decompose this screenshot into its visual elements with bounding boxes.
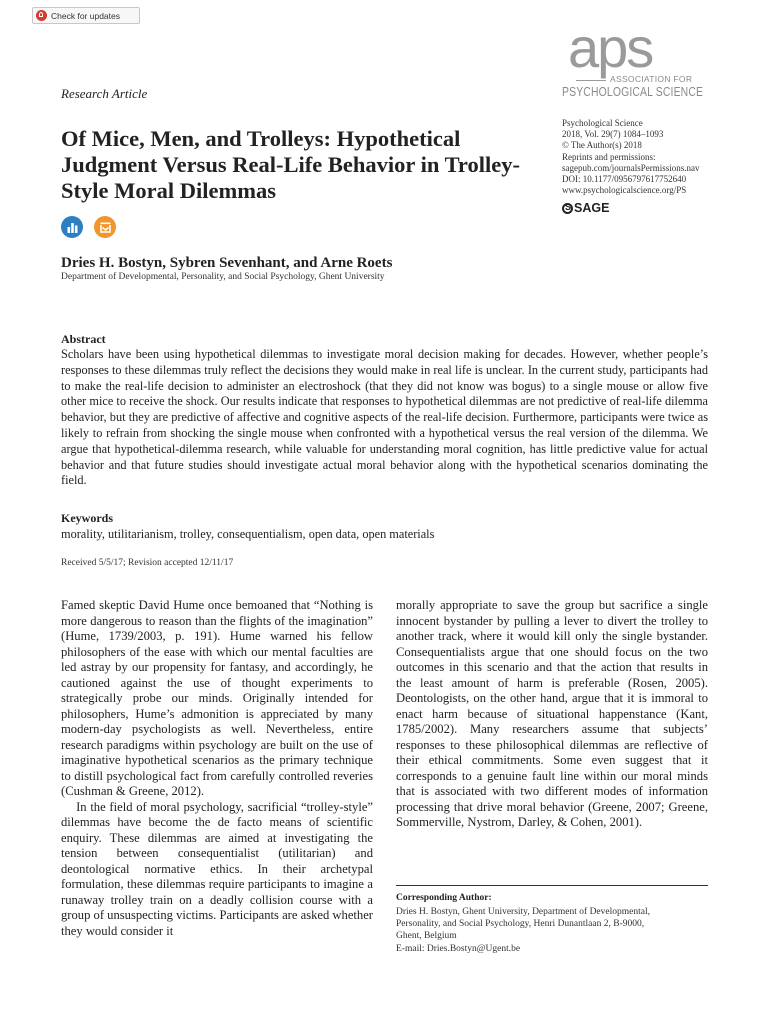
body-paragraph: In the field of moral psychology, sacrificial “trolley-style” dilemmas have become the de facto means of scientific enquiry. These dilemmas are aimed at investigating the tension between consequentialist (utilitarian) and deontological normative ethics. In their archetypal formulation, these dilemmas require participants to imagine a runaway trolley train on a deadly collision course with a group of unsuspecting victims. Participants are asked whether they would consider it — [61, 799, 373, 938]
reprints-label: Reprints and permissions: — [562, 151, 656, 162]
keywords-heading: Keywords — [61, 511, 113, 525]
article-type: Research Article — [61, 86, 148, 101]
permissions-link[interactable]: sagepub.com/journalsPermissions.nav — [562, 162, 700, 173]
journal-website-link[interactable]: www.psychologicalscience.org/PS — [562, 185, 687, 196]
aps-logo: aps — [568, 16, 653, 79]
doi-link[interactable]: DOI: 10.1177/0956797617752640 — [562, 174, 687, 185]
corresponding-email-link[interactable]: E-mail: Dries.Bostyn@Ugent.be — [396, 943, 521, 954]
sage-logo — [562, 201, 609, 215]
corresponding-line: Personality, and Social Psychology, Henri Dunantlaan 2, B-9000, — [396, 919, 645, 930]
corresponding-author-details — [396, 906, 708, 955]
body-column-left — [61, 598, 373, 939]
footnote-divider — [396, 885, 708, 886]
open-materials-icon — [99, 221, 112, 234]
journal-name: Psychological Science — [562, 118, 643, 128]
affiliation: Department of Developmental, Personality, and Social Psychology, Ghent University — [61, 272, 385, 282]
update-icon — [36, 10, 47, 21]
corresponding-line: Dries H. Bostyn, Ghent University, Department of Developmental, — [396, 907, 650, 917]
received-dates: Received 5/5/17; Revision accepted 12/11/17 — [61, 558, 234, 568]
journal-meta — [562, 118, 699, 196]
bar-chart-icon — [66, 221, 79, 234]
open-materials-badge[interactable] — [94, 216, 116, 238]
body-paragraph: morally appropriate to save the group but sacrifice a single innocent bystander by pulling a lever to divert the trolley to another track, where it would kill only the single bystander. Consequentialists argue that one should focus on the two outcomes in this scenario and that the action that results in the least amount of harm is preferable (Rosen, 2005). Deontologists, on the other hand, argue that it is immoral to enact harm because of situational happenstance (Kant, 1785/2002). Many researchers assume that subjects’ responses to these philosophical dilemmas are reflective of their ethical commitments. Some even suggest that it corresponds to a genuine fault line within our moral minds that is associated with two different modes of information processing that drive moral behavior (Greene, 2007; Greene, Sommerville, Nystrom, Darley, & Cohen, 2001). — [396, 598, 708, 829]
abstract-text: Scholars have been using hypothetical dilemmas to investigate moral decision making for decades. However, whether people’s responses to these dilemmas truly reflect the decisions they would make in real life is unclear. In the current study, participants had to make the real-life decision to administer an electroshock (that they did not know was bogus) to a single mouse or allow five other mice to receive the shock. Our results indicate that responses to hypothetical dilemmas are not predictive of real-life dilemma behavior, but they are predictive of affective and cognitive aspects of the real-life decision. Furthermore, participants were twice as likely to refrain from shocking the single mouse when confronted with a hypothetical versus the real version of the dilemma. We argue that hypothetical-dilemma research, while valuable for understanding moral cognition, has little predictive value for actual behavior and that future studies should investigate actual moral behavior along with the hypothetical scenarios dominating the field. — [61, 347, 708, 488]
open-data-badge[interactable] — [61, 216, 83, 238]
logo-divider — [576, 80, 606, 81]
sage-wordmark: SAGE — [574, 201, 610, 215]
journal-volume: 2018, Vol. 29(7) 1084–1093 — [562, 129, 664, 140]
abstract-heading: Abstract — [61, 332, 106, 346]
keywords-text: morality, utilitarianism, trolley, consequentialism, open data, open materials — [61, 527, 435, 541]
logo-line2: PSYCHOLOGICAL SCIENCE — [562, 84, 704, 99]
article-title: Of Mice, Men, and Trolleys: Hypothetical Judgment Versus Real-Life Behavior in Trolley-Style Moral Dilemmas — [61, 126, 520, 203]
logo-line1: ASSOCIATION FOR — [610, 74, 693, 84]
author-list: Dries H. Bostyn, Sybren Sevenhant, and Arne Roets — [61, 255, 393, 271]
check-for-updates-label: Check for updates — [51, 10, 120, 21]
corresponding-line: Ghent, Belgium — [396, 931, 457, 942]
check-for-updates-button[interactable] — [32, 7, 140, 24]
sage-mark-icon — [562, 203, 573, 214]
body-paragraph: Famed skeptic David Hume once bemoaned that “Nothing is more dangerous to reason than the flights of the imagination” (Hume, 1739/2003, p. 191). Hume warned his fellow philosophers of the ease with which our mental faculties are led astray by our propensity for fantasy, and accordingly, he cautioned against the use of thought experiments to strategically probe our minds. Originally intended for philosophers, Hume’s admonition is appreciated by many modern-day psychologists as well. Nevertheless, entire research paradigms within psychology are built on the use of imaginative hypothetical scenarios as the primary technique to distill psychological fact from carefully controlled reveries (Cushman & Greene, 2012). — [61, 598, 373, 798]
copyright: © The Author(s) 2018 — [562, 140, 642, 151]
body-column-right — [396, 598, 708, 831]
corresponding-author-heading: Corresponding Author: — [396, 893, 492, 903]
